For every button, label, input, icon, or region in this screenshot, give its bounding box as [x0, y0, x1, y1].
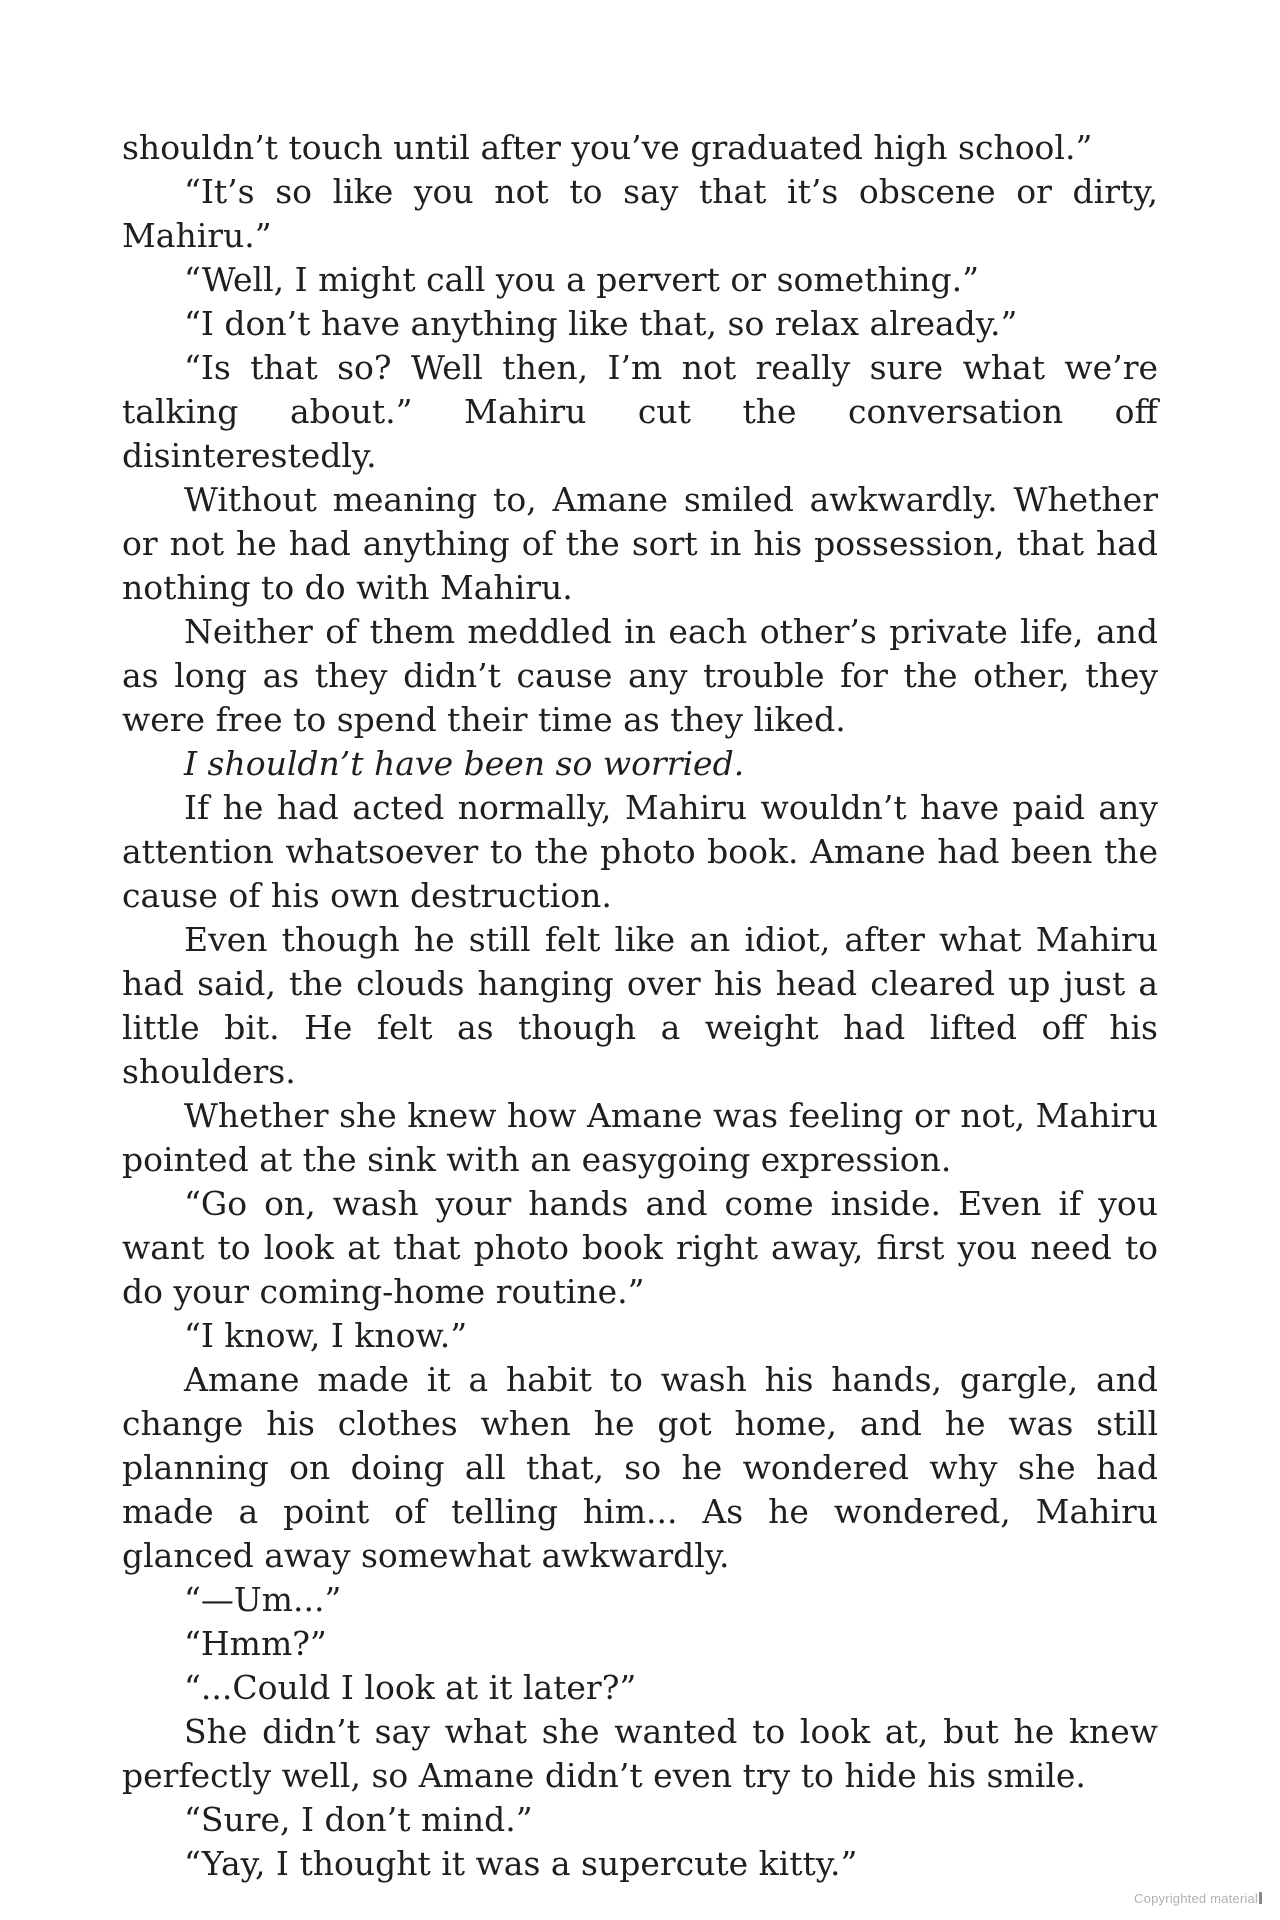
paragraph: Neither of them meddled in each other’s private life, and as long as they didn’t cause any trouble for the other, they were free to spend their time as they liked.	[122, 612, 1158, 739]
paragraph: “Sure, I don’t mind.”	[184, 1800, 533, 1839]
paragraph: “Go on, wash your hands and come inside. Even if you want to look at that photo book right away, first you need to do your coming-home routine.”	[122, 1184, 1158, 1311]
paragraph-continuation: shouldn’t touch until after you’ve graduated high school.”	[122, 128, 1093, 167]
watermark-text: Copyrighted material	[1134, 1891, 1258, 1906]
paragraph: Without meaning to, Amane smiled awkwardly. Whether or not he had anything of the sort in his possession, that had nothing to do with Mahiru.	[122, 480, 1158, 607]
paragraph: Amane made it a habit to wash his hands, gargle, and change his clothes when he got home, and he was still planning on doing all that, so he wondered why she had made a point of telling him... As he wondered, Mahiru glanced away somewhat awkwardly.	[122, 1360, 1158, 1575]
book-page-text	[122, 126, 1158, 1886]
paragraph: “Is that so? Well then, I’m not really sure what we’re talking about.” Mahiru cut the conversation off disinterestedly.	[122, 348, 1158, 475]
paragraph: “I don’t have anything like that, so relax already.”	[184, 304, 1018, 343]
watermark-bar	[1259, 1892, 1262, 1904]
paragraph: “I know, I know.”	[184, 1316, 468, 1355]
paragraph: “Well, I might call you a pervert or something.”	[184, 260, 979, 299]
paragraph: “—Um...”	[184, 1580, 342, 1619]
paragraph: “Hmm?”	[184, 1624, 327, 1663]
paragraph: “Yay, I thought it was a supercute kitty.”	[184, 1844, 858, 1883]
paragraph: “...Could I look at it later?”	[184, 1668, 637, 1707]
copyright-watermark	[1134, 1891, 1262, 1906]
paragraph: Whether she knew how Amane was feeling or not, Mahiru pointed at the sink with an easygoing expression.	[122, 1096, 1158, 1179]
paragraph: “It’s so like you not to say that it’s obscene or dirty, Mahiru.”	[122, 172, 1158, 255]
paragraph: She didn’t say what she wanted to look at, but he knew perfectly well, so Amane didn’t even try to hide his smile.	[122, 1712, 1158, 1795]
paragraph-italic-thought: I shouldn’t have been so worried.	[184, 744, 745, 783]
paragraph: Even though he still felt like an idiot, after what Mahiru had said, the clouds hanging over his head cleared up just a little bit. He felt as though a weight had lifted off his shoulders.	[122, 920, 1158, 1091]
paragraph: If he had acted normally, Mahiru wouldn’t have paid any attention whatsoever to the photo book. Amane had been the cause of his own destruction.	[122, 788, 1158, 915]
